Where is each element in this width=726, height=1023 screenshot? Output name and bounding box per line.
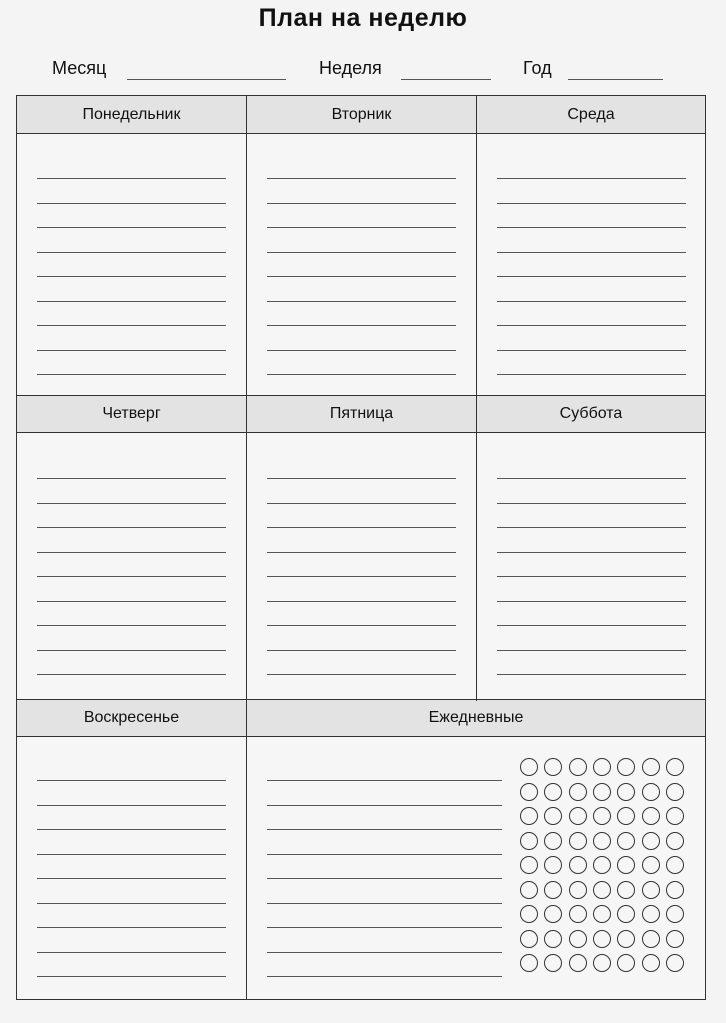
planner-grid [16,95,706,1000]
tuesday-line[interactable] [267,178,456,179]
friday-line[interactable] [267,674,456,675]
habit-circle[interactable] [520,905,538,923]
sunday-line[interactable] [37,903,226,904]
habit-circle[interactable] [593,758,611,776]
habit-circle[interactable] [666,856,684,874]
monday-line[interactable] [37,374,226,375]
habit-circle[interactable] [666,954,684,972]
habit-circle[interactable] [642,856,660,874]
sunday-line[interactable] [37,829,226,830]
friday-line[interactable] [267,576,456,577]
daily-line[interactable] [267,878,502,879]
thursday-line[interactable] [37,650,226,651]
thursday-line[interactable] [37,625,226,626]
thursday-line[interactable] [37,576,226,577]
wednesday-line[interactable] [497,350,686,351]
habit-circle[interactable] [642,954,660,972]
daily-line[interactable] [267,829,502,830]
wednesday-line[interactable] [497,276,686,277]
habit-circle[interactable] [569,807,587,825]
monday-line[interactable] [37,325,226,326]
habit-circle[interactable] [569,881,587,899]
habit-circle[interactable] [593,832,611,850]
habit-circle[interactable] [666,832,684,850]
sunday-line[interactable] [37,878,226,879]
day-label-wednesday: Среда [567,106,615,123]
month-label: Месяц [52,58,107,78]
habit-circle[interactable] [593,930,611,948]
tuesday-line[interactable] [267,227,456,228]
tuesday-line[interactable] [267,350,456,351]
daily-line[interactable] [267,952,502,953]
habit-circle[interactable] [544,954,562,972]
habit-circle[interactable] [520,856,538,874]
habit-circle[interactable] [593,856,611,874]
month-field[interactable] [127,79,286,80]
wednesday-line[interactable] [497,374,686,375]
day-label-monday: Понедельник [82,106,181,123]
sunday-line[interactable] [37,854,226,855]
day-label-sunday: Воскресенье [83,709,180,726]
monday-line[interactable] [37,203,226,204]
habit-circle[interactable] [593,807,611,825]
monday-line[interactable] [37,227,226,228]
habit-circle[interactable] [569,783,587,801]
habit-circle[interactable] [544,758,562,776]
habit-circle[interactable] [617,881,635,899]
habit-circle[interactable] [617,832,635,850]
tuesday-line[interactable] [267,252,456,253]
daily-line[interactable] [267,976,502,977]
habit-circle[interactable] [593,954,611,972]
monday-line[interactable] [37,178,226,179]
habit-circle[interactable] [593,881,611,899]
thursday-line[interactable] [37,552,226,553]
tuesday-line[interactable] [267,301,456,302]
sunday-line[interactable] [37,952,226,953]
habit-circle[interactable] [544,832,562,850]
habit-circle[interactable] [617,758,635,776]
habit-circle[interactable] [617,930,635,948]
habit-circle[interactable] [593,783,611,801]
wednesday-line[interactable] [497,227,686,228]
habit-circle[interactable] [617,905,635,923]
day-label-thursday: Четверг [102,405,161,422]
day-label-friday: Пятница [329,405,394,422]
tuesday-line[interactable] [267,276,456,277]
habit-circle[interactable] [617,954,635,972]
friday-line[interactable] [267,478,456,479]
habit-circle[interactable] [666,783,684,801]
thursday-line[interactable] [37,478,226,479]
sunday-line[interactable] [37,927,226,928]
habit-circle[interactable] [520,881,538,899]
habit-circle[interactable] [642,832,660,850]
day-label-tuesday: Вторник [331,106,392,123]
habit-circle[interactable] [544,783,562,801]
wednesday-line[interactable] [497,203,686,204]
day-label-saturday: Суббота [559,405,623,422]
saturday-line[interactable] [497,576,686,577]
habit-circle[interactable] [520,807,538,825]
habit-circle[interactable] [569,930,587,948]
habit-circle[interactable] [666,758,684,776]
habit-circle[interactable] [520,832,538,850]
saturday-line[interactable] [497,625,686,626]
habit-circle[interactable] [544,905,562,923]
monday-line[interactable] [37,301,226,302]
thursday-line[interactable] [37,503,226,504]
sunday-line[interactable] [37,780,226,781]
year-field[interactable] [568,79,663,80]
habit-circle[interactable] [569,758,587,776]
habit-circle[interactable] [666,807,684,825]
habit-circle[interactable] [520,758,538,776]
week-label: Неделя [319,58,382,78]
saturday-line[interactable] [497,478,686,479]
thursday-line[interactable] [37,674,226,675]
daily-line[interactable] [267,780,502,781]
friday-line[interactable] [267,527,456,528]
habit-circle[interactable] [544,930,562,948]
habit-circle[interactable] [666,905,684,923]
week-field[interactable] [401,79,491,80]
habit-circle[interactable] [569,856,587,874]
habit-circle[interactable] [617,783,635,801]
habit-circle[interactable] [642,881,660,899]
daily-line[interactable] [267,927,502,928]
saturday-line[interactable] [497,601,686,602]
habit-circle[interactable] [544,807,562,825]
habit-circle[interactable] [544,881,562,899]
habit-circle[interactable] [666,930,684,948]
habit-circle[interactable] [642,783,660,801]
meta-row [0,58,726,84]
friday-line[interactable] [267,601,456,602]
saturday-line[interactable] [497,552,686,553]
friday-line[interactable] [267,625,456,626]
habit-circle[interactable] [642,758,660,776]
daily-line[interactable] [267,903,502,904]
habit-circle[interactable] [617,807,635,825]
monday-line[interactable] [37,350,226,351]
day-label-daily: Ежедневные [428,709,524,726]
friday-line[interactable] [267,552,456,553]
daily-line[interactable] [267,854,502,855]
wednesday-line[interactable] [497,325,686,326]
monday-line[interactable] [37,276,226,277]
habit-circle[interactable] [642,930,660,948]
tuesday-line[interactable] [267,203,456,204]
tuesday-line[interactable] [267,374,456,375]
habit-circle[interactable] [520,954,538,972]
saturday-line[interactable] [497,674,686,675]
habit-circle[interactable] [642,905,660,923]
column-divider-3 [246,699,247,999]
habit-circle[interactable] [544,856,562,874]
monday-line[interactable] [37,252,226,253]
habit-circle[interactable] [617,856,635,874]
thursday-line[interactable] [37,527,226,528]
habit-circle[interactable] [666,881,684,899]
daily-line[interactable] [267,805,502,806]
habit-circle[interactable] [569,905,587,923]
saturday-line[interactable] [497,527,686,528]
saturday-line[interactable] [497,503,686,504]
habit-circle[interactable] [569,832,587,850]
habit-circle[interactable] [520,783,538,801]
habit-circle[interactable] [569,954,587,972]
thursday-line[interactable] [37,601,226,602]
saturday-line[interactable] [497,650,686,651]
wednesday-line[interactable] [497,301,686,302]
page-title: План на неделю [258,4,468,32]
friday-line[interactable] [267,650,456,651]
habit-circle[interactable] [642,807,660,825]
habit-circle[interactable] [520,930,538,948]
friday-line[interactable] [267,503,456,504]
habit-circle[interactable] [593,905,611,923]
wednesday-line[interactable] [497,252,686,253]
wednesday-line[interactable] [497,178,686,179]
tuesday-line[interactable] [267,325,456,326]
year-label: Год [523,58,552,78]
sunday-line[interactable] [37,805,226,806]
sunday-line[interactable] [37,976,226,977]
